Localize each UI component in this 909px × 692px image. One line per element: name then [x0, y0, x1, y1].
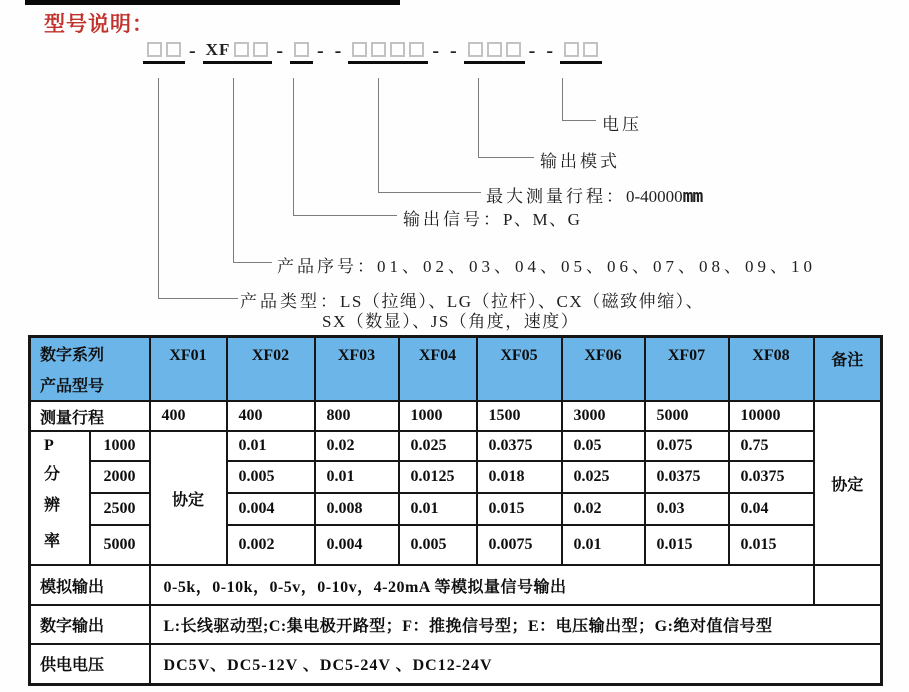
travel-value: 3000: [562, 401, 645, 431]
resolution-value: 0.01: [315, 461, 399, 493]
model-separator: -: [276, 40, 287, 62]
resolution-value: 0.004: [227, 493, 315, 525]
callout-line: [562, 78, 563, 120]
resolution-value: 0.03: [645, 493, 729, 525]
travel-value: 1000: [399, 401, 477, 431]
code-box: [487, 42, 502, 57]
callout-output-signal-label: [403, 205, 581, 230]
resolution-sub-label: 1000: [90, 431, 150, 461]
callout-line: [158, 78, 159, 298]
code-box: [371, 42, 386, 57]
resolution-value: 0.015: [477, 493, 562, 525]
model-group-travel: [348, 42, 428, 64]
resolution-sub-label: 2000: [90, 461, 150, 493]
callout-max-travel-unit: mm: [682, 186, 703, 207]
analog-output-value: 0-5k，0-10k，0-5v，0-10v，4-20mA 等模拟量信号输出: [150, 565, 814, 605]
column-header-xf03: XF03: [315, 337, 399, 402]
digital-output-value: L:长线驱动型;C:集电极开路型；F：推挽信号型；E：电压输出型；G:绝对值信号型: [150, 605, 882, 644]
resolution-value: 0.0375: [729, 461, 814, 493]
model-group-signal: [290, 42, 313, 64]
analog-remark-empty-cell: [814, 565, 882, 605]
model-group-series: [143, 42, 185, 64]
travel-label: 测量行程: [30, 401, 150, 431]
resolution-value: 0.018: [477, 461, 562, 493]
travel-value: 800: [315, 401, 399, 431]
resolution-value: 0.025: [562, 461, 645, 493]
callout-max-travel-value: 0-40000: [626, 187, 683, 206]
callout-output-signal-prefix: 输出信号：: [403, 210, 503, 229]
xf01-merged-cell: 协定: [150, 431, 227, 565]
callout-line: [378, 192, 481, 193]
resolution-value: 0.75: [729, 431, 814, 461]
resolution-value: 0.02: [562, 493, 645, 525]
resolution-char: 分: [44, 466, 61, 483]
travel-value: 1500: [477, 401, 562, 431]
callout-output-mode-label: 输出模式: [540, 152, 620, 171]
callout-line: [158, 298, 238, 299]
resolution-value: 0.02: [315, 431, 399, 461]
travel-row: [30, 401, 882, 431]
code-box: [468, 42, 483, 57]
column-header-xf01: XF01: [150, 337, 227, 402]
column-header-xf04: XF04: [399, 337, 477, 402]
resolution-value: 0.05: [562, 431, 645, 461]
travel-value: 5000: [645, 401, 729, 431]
callout-line: [562, 120, 596, 121]
model-separator: - -: [317, 40, 345, 62]
digital-output-row: [30, 605, 882, 644]
header-series-line2: 产品型号: [40, 378, 105, 395]
analog-output-row: [30, 565, 882, 605]
resolution-value: 0.01: [399, 493, 477, 525]
resolution-value: 0.01: [562, 525, 645, 565]
column-header-xf02: XF02: [227, 337, 315, 402]
column-header-xf06: XF06: [562, 337, 645, 402]
callout-line: [293, 215, 397, 216]
callout-line: [478, 157, 534, 158]
resolution-char: 率: [44, 533, 61, 550]
callout-line: [293, 78, 294, 215]
callout-serial-prefix: 产品序号：: [277, 257, 377, 276]
model-format-line: [143, 42, 602, 64]
spec-table: [28, 335, 883, 686]
power-supply-row: [30, 644, 882, 684]
code-box: [147, 42, 162, 57]
resolution-value: 0.015: [645, 525, 729, 565]
code-box: [166, 42, 181, 57]
travel-value: 10000: [729, 401, 814, 431]
code-box: [294, 42, 309, 57]
code-box: [352, 42, 367, 57]
analog-output-label: 模拟输出: [30, 565, 150, 605]
travel-value: 400: [227, 401, 315, 431]
resolution-value: 0.0125: [399, 461, 477, 493]
resolution-value: 0.004: [315, 525, 399, 565]
code-box: [234, 42, 249, 57]
code-box: [390, 42, 405, 57]
remark-merged-cell: 协定: [814, 401, 882, 565]
column-header-xf08: XF08: [729, 337, 814, 402]
callout-line: [478, 78, 479, 157]
callout-output-signal-value: P、M、G: [503, 210, 582, 229]
model-group-output-mode: [464, 42, 525, 64]
callout-voltage-label: 电压: [602, 115, 642, 134]
model-group-xf: [203, 42, 273, 64]
callout-product-type-line2: SX（数显）、JS（角度，速度）: [322, 312, 580, 331]
resolution-value: 0.008: [315, 493, 399, 525]
resolution-value: 0.075: [645, 431, 729, 461]
resolution-value: 0.01: [227, 431, 315, 461]
header-series-line1: 数字系列: [40, 347, 105, 364]
column-header-xf07: XF07: [645, 337, 729, 402]
callout-line: [233, 78, 234, 262]
code-box: [564, 42, 579, 57]
resolution-value: 0.0075: [477, 525, 562, 565]
table-header-row: [30, 337, 882, 402]
code-box: [583, 42, 598, 57]
column-header-remark: 备注: [814, 337, 882, 402]
resolution-char: P: [44, 437, 54, 454]
resolution-value: 0.04: [729, 493, 814, 525]
model-separator: - -: [432, 40, 460, 62]
resolution-sub-label: 5000: [90, 525, 150, 565]
code-box: [409, 42, 424, 57]
digital-output-label: 数字输出: [30, 605, 150, 644]
resolution-group-label: [30, 431, 90, 565]
callout-serial-value: 01、02、03、04、05、06、07、08、09、10: [377, 257, 816, 276]
callout-line: [378, 78, 379, 192]
resolution-value: 0.0375: [477, 431, 562, 461]
callout-product-type-prefix: 产品类型：: [240, 292, 340, 311]
callout-max-travel-prefix: 最大测量行程：: [486, 187, 626, 206]
resolution-value: 0.015: [729, 525, 814, 565]
code-box: [506, 42, 521, 57]
model-separator: - -: [528, 40, 556, 62]
code-box: [253, 42, 268, 57]
resolution-value: 0.005: [227, 461, 315, 493]
travel-value: 400: [150, 401, 227, 431]
resolution-value: 0.002: [227, 525, 315, 565]
callout-line: [233, 262, 272, 263]
model-group-voltage: [560, 42, 602, 64]
top-black-bar: [25, 0, 400, 5]
model-prefix: XF: [205, 40, 231, 59]
page-title: 型号说明：: [44, 13, 154, 36]
resolution-value: 0.005: [399, 525, 477, 565]
column-header-xf05: XF05: [477, 337, 562, 402]
resolution-value: 0.025: [399, 431, 477, 461]
callout-product-type-value1: LS（拉绳）、LG（拉杆）、CX（磁致伸缩）、: [340, 292, 705, 311]
header-series-title: [30, 337, 150, 402]
callout-max-travel-label: [486, 182, 702, 207]
resolution-sub-label: 2500: [90, 493, 150, 525]
model-separator: -: [189, 40, 199, 62]
resolution-char: 辨: [44, 497, 61, 514]
resolution-row-1000: [30, 431, 882, 461]
resolution-value: 0.0375: [645, 461, 729, 493]
callout-serial-label: [277, 252, 816, 277]
power-supply-value: DC5V、DC5-12V 、DC5-24V 、DC12-24V: [150, 644, 882, 684]
power-supply-label: 供电电压: [30, 644, 150, 684]
